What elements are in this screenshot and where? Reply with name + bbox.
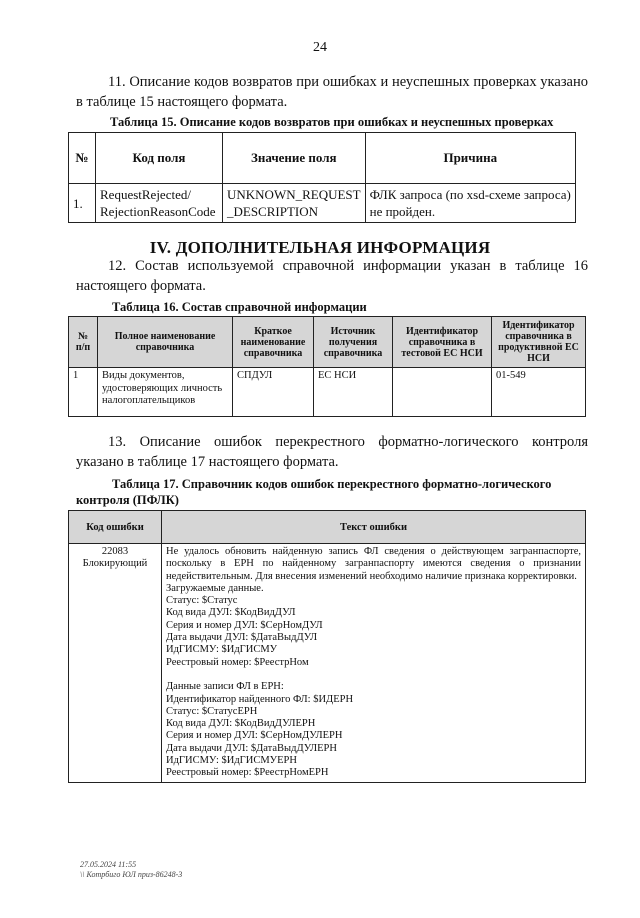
code-line: RequestRejected/ — [100, 187, 191, 202]
error-text-line: Идентификатор найденного ФЛ: $ИДЕРН — [166, 693, 354, 705]
table-row — [69, 368, 586, 417]
error-text-line: Реестровый номер: $РеестрНом — [166, 656, 309, 668]
table-header: Код ошибки — [69, 511, 162, 544]
table-16-caption: Таблица 16. Состав справочной информации — [112, 300, 367, 314]
page-number: 24 — [313, 40, 327, 55]
table-row — [69, 184, 576, 223]
table-row — [69, 544, 586, 783]
table-16 — [68, 316, 586, 417]
table-cell: 1. — [69, 184, 96, 223]
error-text-line: Статус: $СтатусЕРН — [166, 705, 258, 717]
error-text-line: Статус: $Статус — [166, 595, 238, 607]
footer-stamp — [80, 860, 182, 880]
table-header: Причина — [365, 133, 575, 184]
error-severity: Блокирующий — [82, 558, 148, 570]
table-header: Текст ошибки — [162, 511, 586, 544]
table-header: Полное наименование справочника — [98, 317, 233, 368]
table-17 — [68, 510, 586, 783]
value-line: _DESCRIPTION — [227, 204, 319, 219]
error-text-line — [166, 669, 581, 681]
table-cell: ЕС НСИ — [314, 368, 393, 417]
error-code: 22083 — [101, 546, 129, 557]
footer-date: 27.05.2024 11:55 — [80, 860, 137, 869]
table-cell: ФЛК запроса (по xsd-схеме запроса) не пройден. — [365, 184, 575, 223]
error-text-line: Серия и номер ДУЛ: $СерНомДУЛЕРН — [166, 730, 343, 742]
table-cell: 01-549 — [492, 368, 586, 417]
footer-author: \\ Котрбиго ЮЛ приз-86248-3 — [80, 870, 183, 879]
error-text-line: Код вида ДУЛ: $КодВидДУЛ — [166, 607, 296, 619]
code-line: RejectionReasonCode — [100, 204, 216, 219]
table-15-caption: Таблица 15. Описание кодов возвратов при ошибках и неуспешных проверках — [110, 115, 554, 129]
table-cell — [393, 368, 492, 417]
table-header: Код поля — [96, 133, 223, 184]
error-text-line: Серия и номер ДУЛ: $СерНомДУЛ — [166, 619, 323, 631]
table-header: Краткое наименование справочника — [233, 317, 314, 368]
table-header: Источник получения справочника — [314, 317, 393, 368]
error-text-line: ИдГИСМУ: $ИдГИСМУ — [166, 644, 278, 656]
table-header: Идентификатор справочника в тестовой ЕС НСИ — [393, 317, 492, 368]
table-header: № — [69, 133, 96, 184]
section-title: IV. ДОПОЛНИТЕЛЬНАЯ ИНФОРМАЦИЯ — [149, 238, 491, 257]
table-header: № п/п — [69, 317, 98, 368]
table-header: Идентификатор справочника в продуктивной ЕС НСИ — [492, 317, 586, 368]
error-text-line: Дата выдачи ДУЛ: $ДатаВыдДУЛЕРН — [166, 742, 337, 754]
table-cell: СПДУЛ — [233, 368, 314, 417]
table-15 — [68, 132, 576, 223]
error-text-line: ИдГИСМУ: $ИдГИСМУЕРН — [166, 755, 297, 767]
paragraph-12: 12. Состав используемой справочной информации указан в таблице 16 настоящего формата. — [76, 258, 588, 294]
error-text-line: Реестровый номер: $РеестрНомЕРН — [166, 767, 329, 779]
table-header: Значение поля — [223, 133, 366, 184]
error-text-cell — [162, 544, 586, 783]
table-cell: 1 — [69, 368, 98, 417]
error-code-cell — [69, 544, 162, 783]
paragraph-13: 13. Описание ошибок перекрестного форматно-логического контроля указано в таблице 17 настоящего формата. — [76, 434, 588, 470]
table-cell — [223, 184, 366, 223]
error-text-line: Код вида ДУЛ: $КодВидДУЛЕРН — [166, 718, 316, 730]
value-line: UNKNOWN_REQUEST — [227, 187, 361, 202]
error-text-line: Данные записи ФЛ в ЕРН: — [166, 681, 284, 693]
table-cell: Виды документов, удостоверяющих личность налогоплательщиков — [98, 368, 233, 417]
paragraph-11: 11. Описание кодов возвратов при ошибках и неуспешных проверках указано в таблице 15 настоящего формата. — [76, 74, 588, 110]
error-text-line: Дата выдачи ДУЛ: $ДатаВыдДУЛ — [166, 632, 318, 644]
error-text-intro: Не удалось обновить найденную запись ФЛ сведения о действующем загранпаспорте, поскольку в ЕРН по найденному загранпаспорту имеются сведения о признании недействительным. Для внесения изменений необходимо наличие признака корректировки. — [166, 546, 581, 582]
table-17-caption: Таблица 17. Справочник кодов ошибок перекрестного форматно-логического контроля (ПФЛК) — [76, 477, 552, 507]
error-text-line: Загружаемые данные. — [166, 582, 264, 594]
table-cell — [96, 184, 223, 223]
